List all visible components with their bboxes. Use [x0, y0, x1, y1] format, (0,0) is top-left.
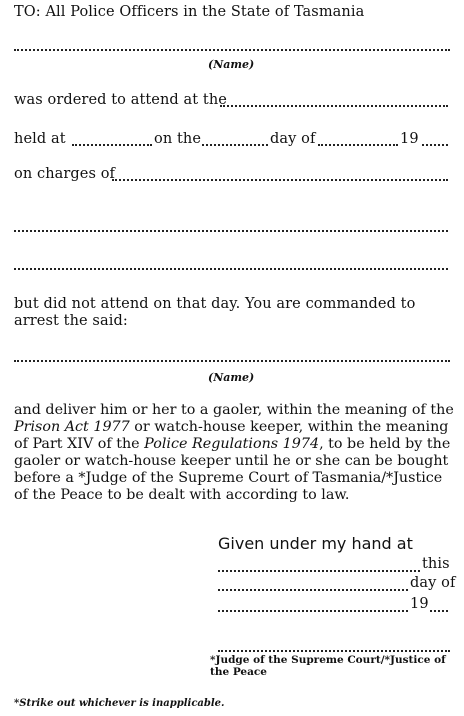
year-field[interactable]	[422, 144, 448, 146]
command-line-1: but did not attend on that day. You are commanded to	[14, 296, 416, 312]
given-year-field[interactable]	[430, 610, 448, 612]
day-of-label: day of	[270, 131, 316, 147]
held-place-field[interactable]	[72, 144, 152, 146]
charges-prefix: on charges of	[14, 166, 116, 182]
name-label-2: (Name)	[208, 371, 255, 384]
given-day-of-label: day of	[410, 575, 456, 591]
given-place-field[interactable]	[218, 570, 420, 572]
deliver-part-1: and deliver him or her to a gaoler, within the meaning of the	[14, 402, 454, 418]
signature-field[interactable]	[218, 650, 450, 652]
charges-field-1[interactable]	[112, 179, 448, 181]
given-day-field[interactable]	[218, 589, 408, 591]
name-field-2[interactable]	[14, 360, 450, 362]
command-line-2: arrest the said:	[14, 313, 128, 329]
addressee-line: TO: All Police Officers in the State of Tasmania	[14, 4, 365, 20]
month-field[interactable]	[318, 144, 398, 146]
attend-place-field[interactable]	[220, 105, 448, 107]
footnote: *Strike out whichever is inapplicable.	[14, 698, 225, 709]
name-label-1: (Name)	[208, 58, 255, 71]
deliver-part-3: , to be held by the gaoler or watch-house keeper until he or she can be bought before a *Judge of the Supreme Court of Tasmania/*Justice of the Peace to be dealt with according to law.	[14, 436, 451, 503]
deliver-part-2: or watch-house keeper, within the meaning of Part XIV of the	[14, 419, 449, 452]
held-at-label: held at	[14, 131, 66, 147]
on-the-label: on the	[154, 131, 202, 147]
police-regulations-reference: Police Regulations 1974	[144, 436, 320, 452]
charges-field-2[interactable]	[14, 230, 448, 232]
day-field[interactable]	[202, 144, 268, 146]
given-under-hand: Given under my hand at	[218, 534, 413, 553]
given-year-prefix: 19	[410, 596, 429, 612]
deliver-paragraph	[14, 402, 454, 504]
attend-prefix: was ordered to attend at the	[14, 92, 227, 108]
this-label: this	[422, 556, 450, 572]
given-month-field[interactable]	[218, 610, 408, 612]
charges-field-3[interactable]	[14, 268, 448, 270]
name-field-1[interactable]	[14, 49, 450, 51]
year-prefix: 19	[400, 131, 419, 147]
signatory-title: *Judge of the Supreme Court/*Justice of the Peace	[210, 654, 446, 678]
prison-act-reference: Prison Act 1977	[14, 419, 130, 435]
